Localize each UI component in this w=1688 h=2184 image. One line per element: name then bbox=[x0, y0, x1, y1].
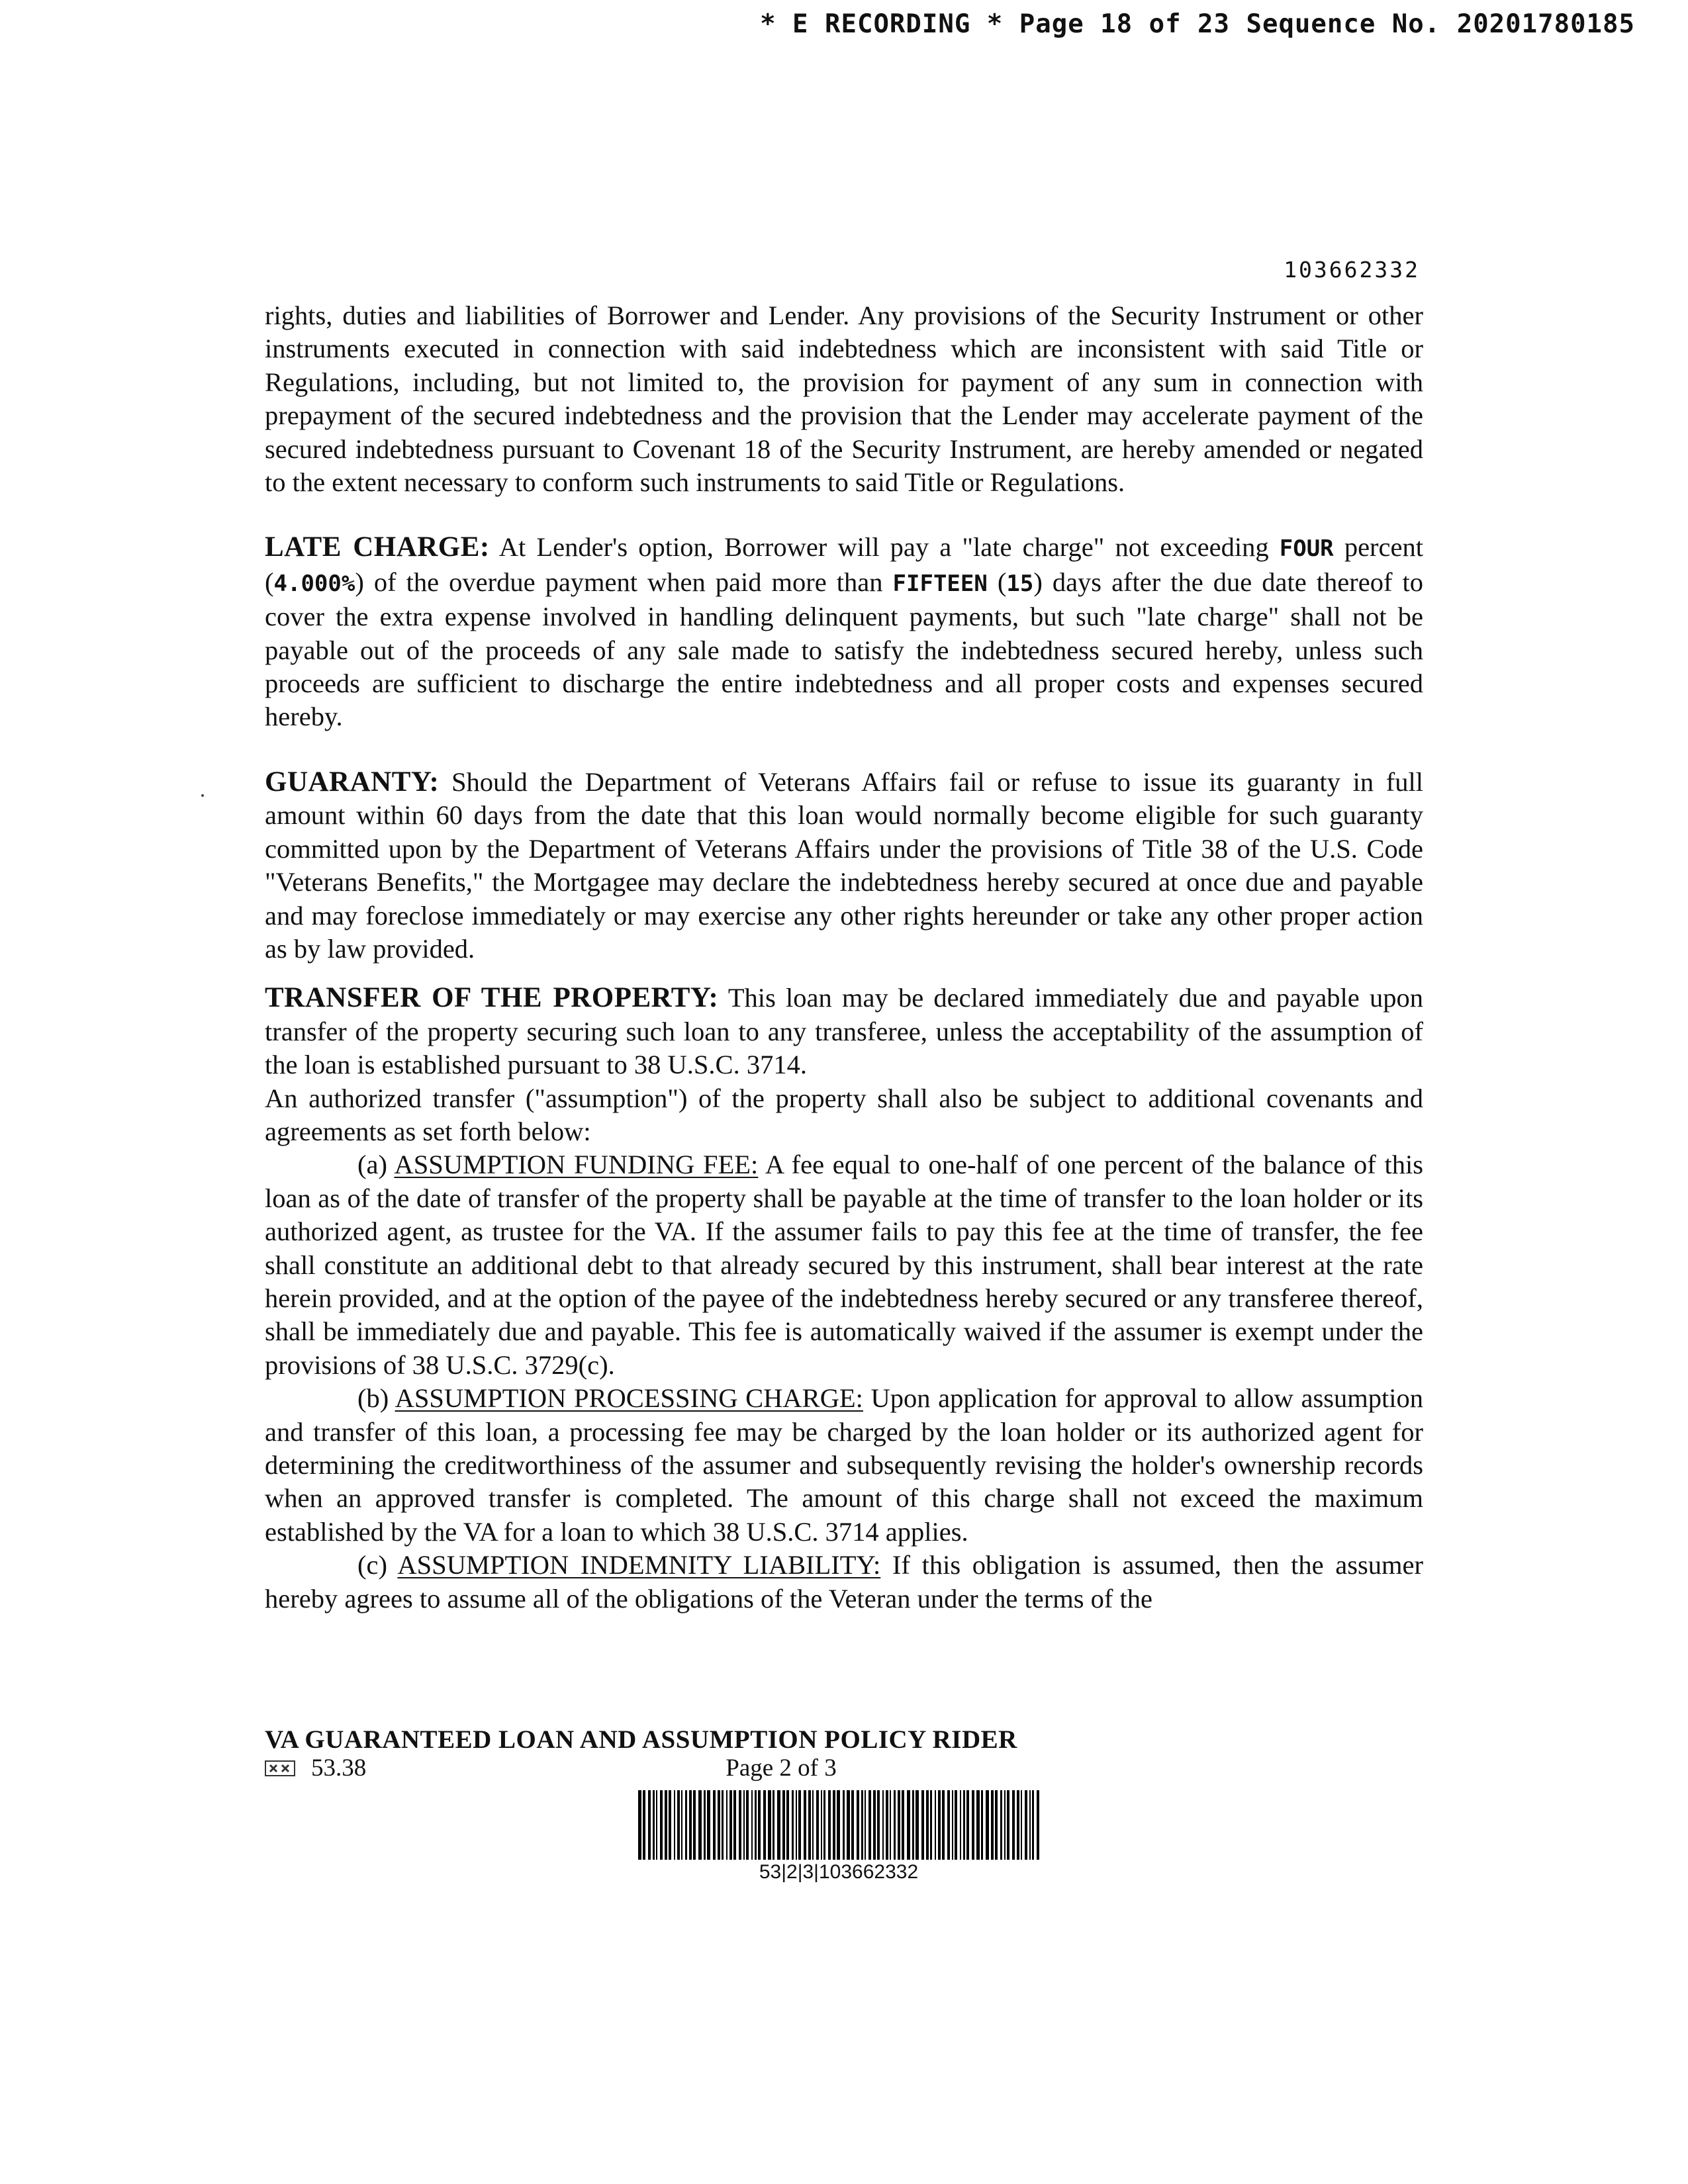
barcode-bar bbox=[689, 1790, 692, 1860]
clause-b bbox=[265, 1382, 1423, 1549]
barcode-bar bbox=[921, 1790, 924, 1860]
barcode-bar bbox=[643, 1790, 645, 1860]
barcode-bar bbox=[952, 1790, 953, 1860]
scan-speck bbox=[201, 794, 204, 797]
clause-c bbox=[265, 1549, 1423, 1615]
barcode-bar bbox=[812, 1790, 814, 1860]
barcode-bar bbox=[718, 1790, 720, 1860]
late-charge-days-words: FIFTEEN bbox=[892, 570, 988, 597]
recording-header: * E RECORDING * Page 18 of 23 Sequence No. 20201780185 bbox=[760, 9, 1635, 39]
page-indicator: Page 2 of 3 bbox=[726, 1754, 837, 1782]
late-charge-percent-number: 4.000% bbox=[273, 570, 355, 597]
intro-paragraph: rights, duties and liabilities of Borrower and Lender. Any provisions of the Security Instrument or other instruments executed in connection with said indebtedness which are inconsistent with said Title or Regulations, including, but not limited to, the provision for payment of any sum in connection with prepayment of the secured indebtedness and the provision that the Lender may accelerate payment of the secured indebtedness pursuant to Covenant 18 of the Security Instrument, are hereby amended or negated to the extent necessary to conform such instruments to said Title or Regulations. bbox=[265, 300, 1423, 498]
barcode-bar bbox=[1000, 1790, 1002, 1860]
barcode-bar bbox=[843, 1790, 845, 1860]
barcode-bar bbox=[886, 1790, 888, 1860]
barcode-bar bbox=[976, 1790, 980, 1860]
barcode-bar bbox=[653, 1790, 655, 1860]
barcode-bar bbox=[882, 1790, 884, 1860]
clause-b-text: Upon application for approval to allow assumption and transfer of this loan, a processing fee may be charged by the loan holder or its authorized agent for determining the creditworthiness of the assumer and subsequently revising the holder's ownership records when an approved transfer is completed. The amount of this charge shall not exceed the maximum established by the VA for a loan to which 38 U.S.C. 3714 applies. bbox=[265, 1383, 1423, 1547]
form-info-row bbox=[265, 1754, 1059, 1787]
barcode-bar bbox=[995, 1790, 998, 1860]
transfer-heading: TRANSFER OF THE PROPERTY: bbox=[265, 982, 719, 1014]
late-charge-days-number: 15 bbox=[1006, 570, 1034, 597]
barcode-bar bbox=[915, 1790, 919, 1860]
barcode-bar bbox=[681, 1790, 682, 1860]
clause-c-prefix: (c) bbox=[357, 1550, 398, 1580]
barcode-bar bbox=[729, 1790, 732, 1860]
barcode-bar bbox=[837, 1790, 840, 1860]
rider-body bbox=[265, 299, 1423, 1615]
barcode-bar bbox=[898, 1790, 900, 1860]
barcode-bar bbox=[890, 1790, 891, 1860]
barcode-bar bbox=[739, 1790, 741, 1860]
barcode-bar bbox=[851, 1790, 854, 1860]
barcode-bar bbox=[751, 1790, 753, 1860]
barcode-bar bbox=[733, 1790, 736, 1860]
barcode-bar bbox=[1029, 1790, 1031, 1860]
barcode-bar bbox=[1012, 1790, 1015, 1860]
barcode-bar bbox=[677, 1790, 680, 1860]
late-charge-paragraph bbox=[265, 531, 1423, 733]
guaranty-paragraph bbox=[265, 766, 1423, 966]
barcode-bar bbox=[930, 1790, 932, 1860]
barcode-bar bbox=[804, 1790, 806, 1860]
barcode-bar bbox=[743, 1790, 745, 1860]
barcode-bar bbox=[926, 1790, 929, 1860]
barcode-bar bbox=[713, 1790, 716, 1860]
barcode-bar bbox=[1007, 1790, 1009, 1860]
barcode-bar bbox=[755, 1790, 757, 1860]
barcode-bar bbox=[960, 1790, 961, 1860]
barcode-bar bbox=[1037, 1790, 1039, 1860]
late-charge-percent-words: FOUR bbox=[1279, 535, 1334, 563]
barcode-bar bbox=[966, 1790, 969, 1860]
late-charge-text-3: ) of the overdue payment when paid more than bbox=[355, 567, 893, 597]
barcode-bar bbox=[947, 1790, 950, 1860]
barcode-bar bbox=[707, 1790, 710, 1860]
late-charge-text-5: ) days after the due date thereof to cover the extra expense involved in handling delinquent payments, but such "late charge" shall not be payable out of the proceeds of any sale made to satisfy the indebtedness secured hereby, unless such proceeds are sufficient to discharge the entire indebtedness and all proper costs and expenses secured hereby. bbox=[265, 567, 1423, 732]
late-charge-text-1: At Lender's option, Borrower will pay a "late charge" not exceeding bbox=[489, 532, 1280, 563]
barcode-bar bbox=[873, 1790, 876, 1860]
barcode-bar bbox=[877, 1790, 880, 1860]
barcode-bar bbox=[786, 1790, 789, 1860]
barcode-bar bbox=[722, 1790, 724, 1860]
barcode-bar bbox=[669, 1790, 671, 1860]
barcode-bar bbox=[828, 1790, 831, 1860]
barcode-bar bbox=[758, 1790, 761, 1860]
barcode-bar bbox=[1004, 1790, 1006, 1860]
clause-a bbox=[265, 1148, 1423, 1382]
barcode-bar bbox=[833, 1790, 835, 1860]
loan-number: 103662332 bbox=[1284, 257, 1420, 283]
barcode-bar bbox=[768, 1790, 771, 1860]
clause-c-text: If this obligation is assumed, then the assumer hereby agrees to assume all of the obligations of the Veteran under the terms of the bbox=[265, 1550, 1423, 1614]
clause-a-title: ASSUMPTION FUNDING FEE: bbox=[394, 1150, 759, 1180]
late-charge-text-2: percent ( bbox=[265, 532, 1423, 597]
barcode-bar bbox=[660, 1790, 663, 1860]
barcode-bar bbox=[823, 1790, 825, 1860]
late-charge-text-4: ( bbox=[987, 567, 1007, 597]
barcode-bar bbox=[981, 1790, 983, 1860]
barcode-bar bbox=[638, 1790, 641, 1860]
barcode-bar bbox=[698, 1790, 702, 1860]
guaranty-text: Should the Department of Veterans Affairs fail or refuse to issue its guaranty in full amount within 60 days from the date that this loan would normally become eligible for such guaranty committed upon by the Department of Veterans Affairs under the provisions of Title 38 of the U.S. Code "Veterans Benefits," the Mortgagee may declare the indebtedness hereby secured at once due and payable and may foreclose immediately or may exercise any other rights hereunder or take any other proper action as by law provided. bbox=[265, 766, 1423, 964]
barcode-bar bbox=[704, 1790, 706, 1860]
clause-a-text: A fee equal to one-half of one percent of the balance of this loan as of the date of transfer of the property shall be payable at the time of transfer to the loan holder or its authorized agent, as trustee for the VA. If the assumer fails to pay this fee at the time of transfer, the fee shall constitute an additional debt to that already secured by this instrument, shall bear interest at the rate herein provided, and at the option of the payee of the indebtedness hereby secured or any transferee thereof, shall be immediately due and payable. This fee is automatically waived if the assumer is exempt under the provisions of 38 U.S.C. 3729(c). bbox=[265, 1150, 1424, 1380]
barcode-bar bbox=[902, 1790, 904, 1860]
barcode-bar bbox=[674, 1790, 675, 1860]
barcode-bar bbox=[1032, 1790, 1034, 1860]
form-number: 53.38 bbox=[311, 1754, 367, 1782]
barcode-bar bbox=[865, 1790, 866, 1860]
barcode-bar bbox=[972, 1790, 974, 1860]
barcode-bar bbox=[648, 1790, 651, 1860]
barcode-bar bbox=[792, 1790, 794, 1860]
barcode-bar bbox=[986, 1790, 989, 1860]
barcode-bar bbox=[1025, 1790, 1027, 1860]
barcode-bar bbox=[955, 1790, 957, 1860]
transfer-subparagraph: An authorized transfer ("assumption") of the property shall also be subject to additional covenants and agreements as set forth below: bbox=[265, 1083, 1423, 1146]
barcode-bar bbox=[685, 1790, 687, 1860]
barcode-bar bbox=[894, 1790, 896, 1860]
form-title: VA GUARANTEED LOAN AND ASSUMPTION POLICY RIDER bbox=[265, 1725, 1017, 1754]
barcode-bar bbox=[798, 1790, 801, 1860]
barcode-bar bbox=[935, 1790, 936, 1860]
barcode-bar bbox=[1021, 1790, 1022, 1860]
barcode bbox=[637, 1790, 1041, 1860]
barcode-bar bbox=[808, 1790, 811, 1860]
barcode-bar bbox=[868, 1790, 871, 1860]
barcode-bar bbox=[746, 1790, 749, 1860]
barcode-bar bbox=[816, 1790, 819, 1860]
barcode-bar bbox=[1017, 1790, 1019, 1860]
barcode-bar bbox=[847, 1790, 850, 1860]
form-software-logo-icon bbox=[265, 1759, 295, 1778]
clause-b-title: ASSUMPTION PROCESSING CHARGE: bbox=[395, 1383, 863, 1414]
barcode-bar bbox=[763, 1790, 766, 1860]
barcode-bar bbox=[912, 1790, 914, 1860]
late-charge-heading: LATE CHARGE: bbox=[265, 531, 490, 563]
barcode-bar bbox=[782, 1790, 785, 1860]
barcode-bar bbox=[907, 1790, 910, 1860]
barcode-bar bbox=[857, 1790, 859, 1860]
barcode-bar bbox=[665, 1790, 667, 1860]
barcode-bar bbox=[726, 1790, 727, 1860]
barcode-bar bbox=[777, 1790, 780, 1860]
clause-b-prefix: (b) bbox=[357, 1383, 395, 1414]
transfer-text: This loan may be declared immediately due and payable upon transfer of the property securing such loan to any transferee, unless the acceptability of the assumption of the loan is established pursuant to 38 U.S.C. 3714. bbox=[265, 983, 1424, 1080]
clause-a-prefix: (a) bbox=[357, 1150, 395, 1180]
barcode-bar bbox=[821, 1790, 822, 1860]
barcode-bar bbox=[693, 1790, 696, 1860]
barcode-bar bbox=[773, 1790, 774, 1860]
barcode-bar bbox=[942, 1790, 945, 1860]
barcode-bar bbox=[796, 1790, 797, 1860]
transfer-paragraph bbox=[265, 981, 1423, 1081]
barcode-bar bbox=[861, 1790, 863, 1860]
barcode-bar bbox=[938, 1790, 941, 1860]
barcode-text: 53|2|3|103662332 bbox=[759, 1861, 919, 1883]
clause-c-title: ASSUMPTION INDEMNITY LIABILITY: bbox=[397, 1550, 881, 1580]
barcode-bar bbox=[991, 1790, 994, 1860]
guaranty-heading: GUARANTY: bbox=[265, 766, 440, 797]
barcode-bar bbox=[656, 1790, 657, 1860]
barcode-bar bbox=[963, 1790, 965, 1860]
